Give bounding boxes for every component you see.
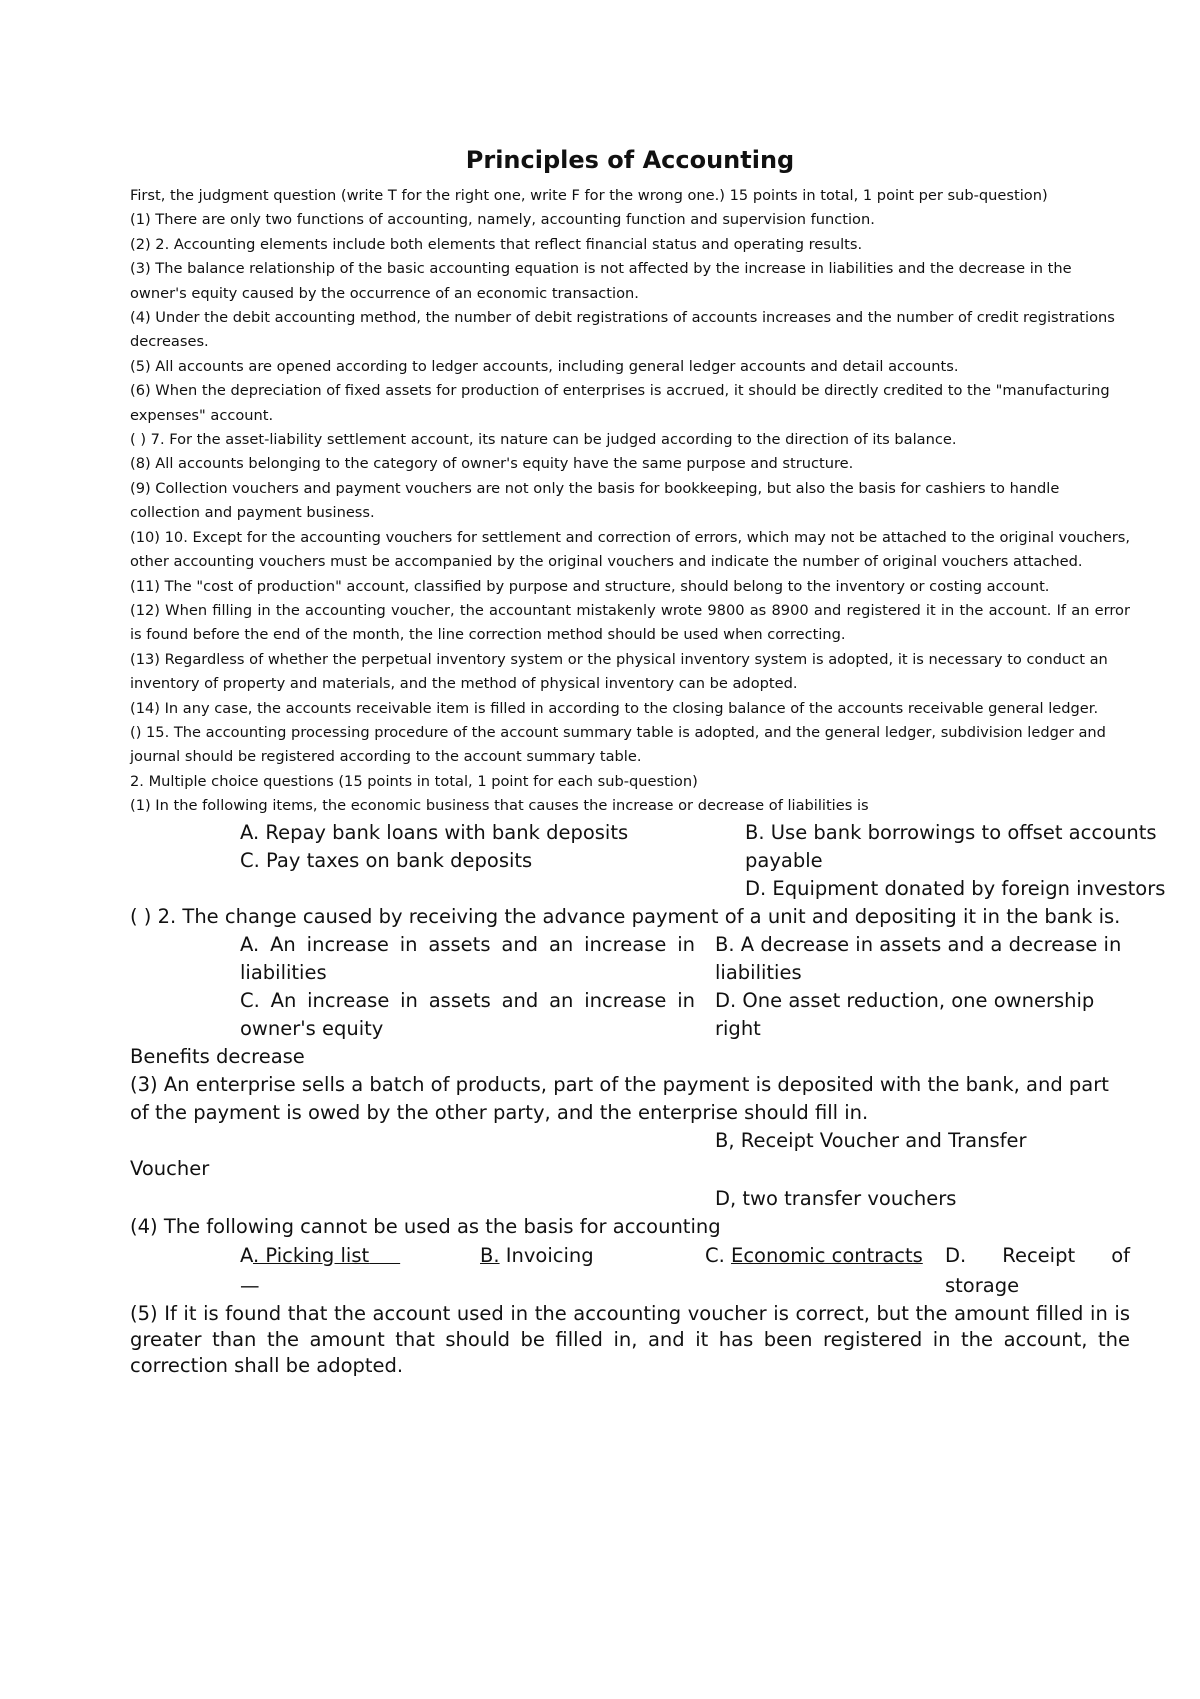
- option-b: [480, 1241, 705, 1301]
- option-b-prefix: B.: [480, 1243, 500, 1267]
- judgment-item: (3) The balance relationship of the basic accounting equation is not affected by the increase in liabilities and the decrease in the owner's equity caused by the occurrence of an economic transaction.: [130, 260, 1072, 302]
- question-tail: Benefits decrease: [130, 1044, 305, 1068]
- options: [130, 931, 1130, 1043]
- judgment-item: (4) Under the debit accounting method, the number of debit registrations of accounts increases and the number of credit registrations decreases.: [130, 309, 1115, 351]
- judgment-item: (1) There are only two functions of accounting, namely, accounting function and supervision function.: [130, 211, 875, 229]
- option-b-text: Invoicing: [499, 1243, 594, 1267]
- option-a: A. Repay bank loans with bank deposits: [240, 820, 629, 844]
- option-a: A. An increase in assets and an increase in liabilities: [240, 932, 695, 984]
- option-a-text: . Picking list: [253, 1243, 370, 1267]
- option-b: B. A decrease in assets and a decrease in liabilities: [715, 932, 1122, 984]
- question-3: [130, 1071, 1130, 1213]
- question-2: [130, 903, 1130, 1071]
- option-d: D. Receipt of storage: [945, 1243, 1130, 1297]
- question-stem: (4) The following cannot be used as the basis for accounting: [130, 1214, 721, 1238]
- option-c-text: Economic contracts: [731, 1243, 923, 1267]
- page-title: Principles of Accounting: [465, 146, 795, 174]
- question-stem: ( ) 2. The change caused by receiving the advance payment of a unit and depositing it in the bank is.: [130, 904, 1121, 928]
- judgment-item: (2) 2. Accounting elements include both elements that reflect financial status and operating results.: [130, 235, 863, 253]
- option-c: C. Pay taxes on bank deposits: [240, 848, 533, 872]
- option-c-prefix: C.: [705, 1243, 732, 1267]
- judgment-item: ( ) 7. For the asset-liability settlement account, its nature can be judged according to the direction of its balance.: [130, 431, 957, 449]
- question-stem: (5) If it is found that the account used in the accounting voucher is correct, but the amount filled in is greater than the amount that should be filled in, and it has been registered in the account, the correction shall be adopted.: [130, 1301, 1130, 1377]
- judgment-item: () 15. The accounting processing procedure of the account summary table is adopted, and the general ledger, subdivision ledger and journal should be registered according to the account summary table.: [130, 723, 1106, 766]
- section2-heading: 2. Multiple choice questions (15 points in total, 1 point for each sub-question): [130, 772, 698, 790]
- judgment-item: (13) Regardless of whether the perpetual inventory system or the physical inventory system is adopted, it is necessary to conduct an inventory of property and materials, and the method of physical inventory can be adopted.: [130, 650, 1108, 693]
- question-stem: (3) An enterprise sells a batch of products, part of the payment is deposited with the bank, and part of the payment is owed by the other party, and the enterprise should fill in.: [130, 1072, 1109, 1124]
- judgment-item: (14) In any case, the accounts receivable item is filled in according to the closing balance of the accounts receivable general ledger.: [130, 699, 1099, 717]
- option-c: C. An increase in assets and an increase in owner's equity: [240, 988, 695, 1040]
- judgment-item: (12) When filling in the accounting voucher, the accountant mistakenly wrote 9800 as 8900 and registered it in the account. If an error is found before the end of the month, the line correction method should be used when correcting.: [130, 601, 1130, 644]
- option-b-and-d: [745, 819, 1175, 903]
- option-d: D, two transfer vouchers: [715, 1186, 957, 1210]
- question-1: [130, 794, 1166, 902]
- question-4: [130, 1213, 1130, 1301]
- document-page: [130, 146, 1166, 1379]
- judgment-item: (11) The "cost of production" account, classified by purpose and structure, should belong to the inventory or costing account.: [130, 577, 1050, 595]
- judgment-item: (8) All accounts belonging to the category of owner's equity have the same purpose and structure.: [130, 455, 854, 473]
- option-c: [705, 1241, 945, 1301]
- judgment-item: (10) 10. Except for the accounting vouchers for settlement and correction of errors, which may not be attached to the original vouchers, other accounting vouchers must be accompanied by the original vouchers and indicate the number of original vouchers attached.: [130, 528, 1130, 571]
- judgment-item: (6) When the depreciation of fixed assets for production of enterprises is accrued, it should be directly credited to the "manufacturing expenses" account.: [130, 382, 1110, 424]
- option-a-and-c: [240, 819, 745, 903]
- option-a: [240, 1241, 480, 1301]
- judgment-item: (5) All accounts are opened according to ledger accounts, including general ledger accounts and detail accounts.: [130, 357, 959, 375]
- option-d: D. Equipment donated by foreign investors: [745, 876, 1166, 900]
- option-b: B. Use bank borrowings to offset accounts payable: [745, 820, 1157, 872]
- question-stem: (1) In the following items, the economic business that causes the increase or decrease of liabilities is: [130, 797, 869, 815]
- option-a-mark: —: [240, 1273, 260, 1297]
- options: [130, 1241, 1130, 1301]
- judgment-item: (9) Collection vouchers and payment vouchers are not only the basis for bookkeeping, but also the basis for cashiers to handle collection and payment business.: [130, 479, 1060, 522]
- question-5: [130, 1301, 1130, 1379]
- options: [130, 819, 1166, 903]
- option-a-prefix: A: [240, 1243, 253, 1267]
- section1-heading: First, the judgment question (write T for the right one, write F for the wrong one.) 15 points in total, 1 point per sub-question): [130, 187, 1048, 204]
- option-b: B, Receipt Voucher and Transfer: [715, 1128, 1027, 1152]
- judgment-list: [130, 208, 1130, 769]
- option-d: D. One asset reduction, one ownership right: [715, 988, 1095, 1040]
- option-b-continued: Voucher: [130, 1156, 210, 1180]
